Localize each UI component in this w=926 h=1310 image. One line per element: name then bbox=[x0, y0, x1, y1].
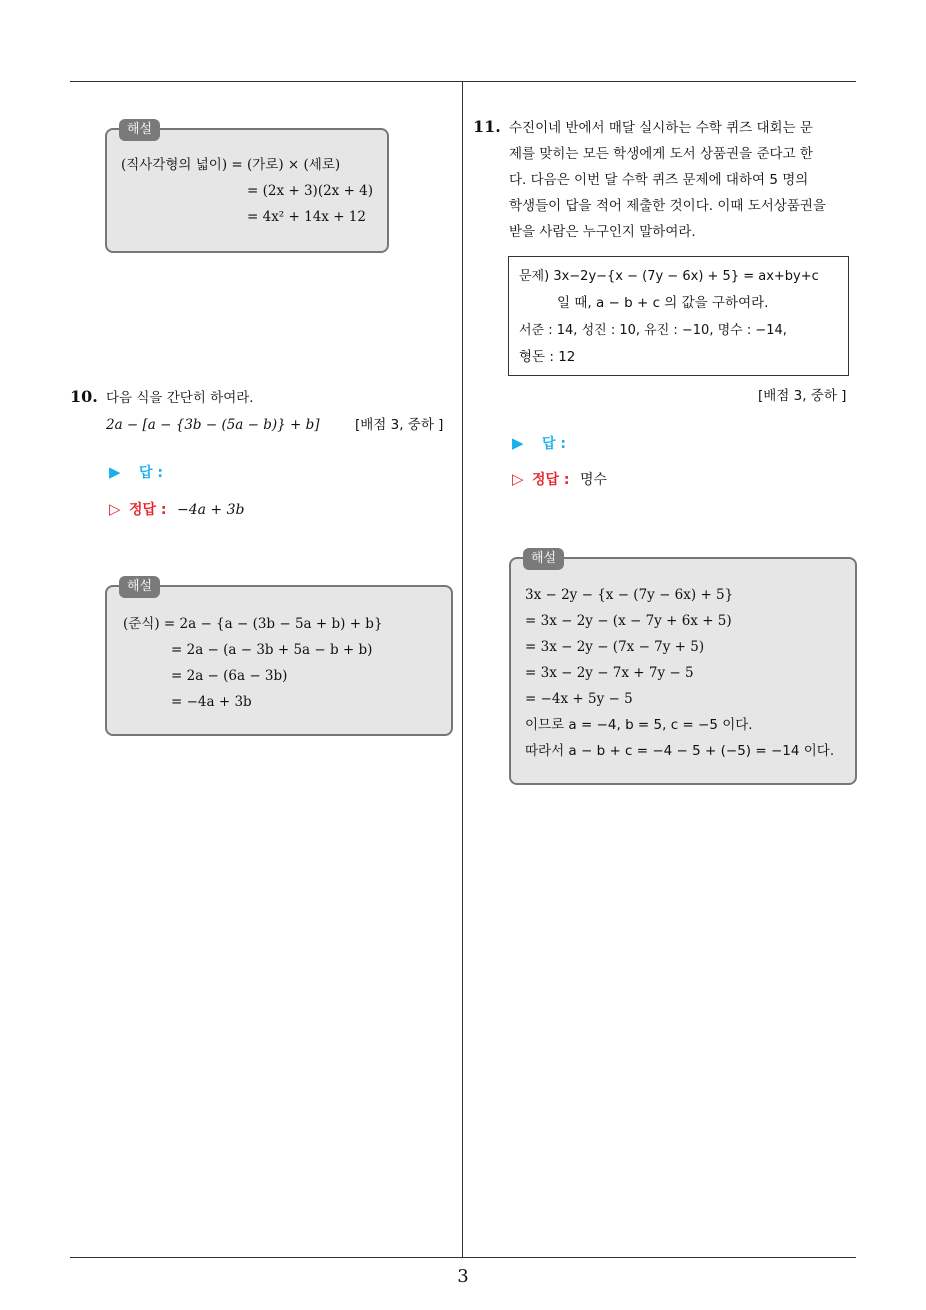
q10-solution-line: = −4a + 3b bbox=[171, 694, 252, 710]
q11-box-line: 일 때, a − b + c 의 값을 구하여라. bbox=[557, 295, 769, 311]
top-rule bbox=[70, 81, 856, 82]
correct-arrow-icon: ▷ bbox=[512, 470, 524, 488]
q10-correct-value: −4a + 3b bbox=[176, 502, 245, 518]
q11-prompt-line: 다. 다음은 이번 달 수학 퀴즈 문제에 대하여 5 명의 bbox=[509, 172, 809, 188]
q11-prompt bbox=[509, 115, 859, 245]
q11-solution-box bbox=[509, 551, 857, 785]
q11-prompt-line: 제를 맞히는 모든 학생에게 도서 상품권을 준다고 한 bbox=[509, 146, 813, 162]
q11-solution-line: = 3x − 2y − (7x − 7y + 5) bbox=[525, 639, 705, 655]
q11-solution-line: 이므로 a = −4, b = 5, c = −5 이다. bbox=[525, 717, 753, 733]
solution-tag: 해설 bbox=[119, 576, 160, 598]
q11-score: [배점 3, 중하 ] bbox=[758, 388, 847, 404]
q11-solution-line: 3x − 2y − {x − (7y − 6x) + 5} bbox=[525, 587, 734, 603]
q11-number: 11. bbox=[473, 117, 501, 136]
q11-prompt-line: 학생들이 답을 적어 제출한 것이다. 이때 도서상품권을 bbox=[509, 198, 826, 214]
q11-box-line: 서준 : 14, 성진 : 10, 유진 : −10, 명수 : −14, bbox=[519, 323, 787, 338]
q11-solution-line: = 3x − 2y − 7x + 7y − 5 bbox=[525, 665, 694, 681]
q10-answer-label: 답 : bbox=[139, 465, 163, 481]
q11-answer-line bbox=[512, 433, 566, 453]
q10-answer-line bbox=[109, 462, 163, 482]
solution-tag: 해설 bbox=[119, 119, 160, 141]
page-number: 3 bbox=[457, 1266, 469, 1287]
q10-prompt: 다음 식을 간단히 하여라. bbox=[106, 390, 254, 406]
q10-expression: 2a − [a − {3b − (5a − b)} + b] bbox=[106, 417, 320, 433]
answer-arrow-icon: ▶ bbox=[512, 434, 524, 452]
q11-correct-line bbox=[512, 469, 607, 489]
q10-correct-label: 정답 : bbox=[129, 502, 167, 518]
answer-arrow-icon: ▶ bbox=[109, 463, 121, 481]
q11-solution-line: 따라서 a − b + c = −4 − 5 + (−5) = −14 이다. bbox=[525, 743, 835, 759]
q10-number: 10. bbox=[70, 387, 98, 406]
q10-solution-line: = 2a − (a − 3b + 5a − b + b) bbox=[171, 642, 373, 658]
q11-box-line: 문제) 3x−2y−{x − (7y − 6x) + 5} = ax+by+c bbox=[519, 269, 819, 284]
column-divider bbox=[462, 82, 463, 1257]
q10-solution-line: = 2a − (6a − 3b) bbox=[171, 668, 288, 684]
q11-correct-value: 명수 bbox=[579, 472, 608, 488]
q11-prompt-line: 수진이네 반에서 매달 실시하는 수학 퀴즈 대회는 문 bbox=[509, 120, 813, 136]
correct-arrow-icon: ▷ bbox=[109, 500, 121, 518]
q10-score: [배점 3, 중하 ] bbox=[355, 417, 444, 433]
q11-solution-line: = 3x − 2y − (x − 7y + 6x + 5) bbox=[525, 613, 732, 629]
q11-solution-line: = −4x + 5y − 5 bbox=[525, 691, 633, 707]
q10-solution-line: (준식) = 2a − {a − (3b − 5a + b) + b} bbox=[123, 616, 383, 632]
solution-tag: 해설 bbox=[523, 548, 564, 570]
q9-solution-line: (직사각형의 넓이) = (가로) × (세로) bbox=[121, 157, 341, 173]
q11-answer-label: 답 : bbox=[542, 436, 566, 452]
q11-prompt-line: 받을 사람은 누구인지 말하여라. bbox=[509, 224, 696, 240]
q9-solution-line: = 4x² + 14x + 12 bbox=[247, 209, 366, 225]
bottom-rule bbox=[70, 1257, 856, 1258]
q10-correct-line bbox=[109, 499, 244, 519]
q11-box-line: 형돈 : 12 bbox=[519, 349, 576, 365]
q9-solution-box bbox=[105, 122, 389, 253]
q11-problem-box bbox=[508, 256, 849, 376]
q11-correct-label: 정답 : bbox=[532, 472, 570, 488]
q9-solution-line: = (2x + 3)(2x + 4) bbox=[247, 183, 374, 199]
q10-solution-box bbox=[105, 579, 453, 736]
